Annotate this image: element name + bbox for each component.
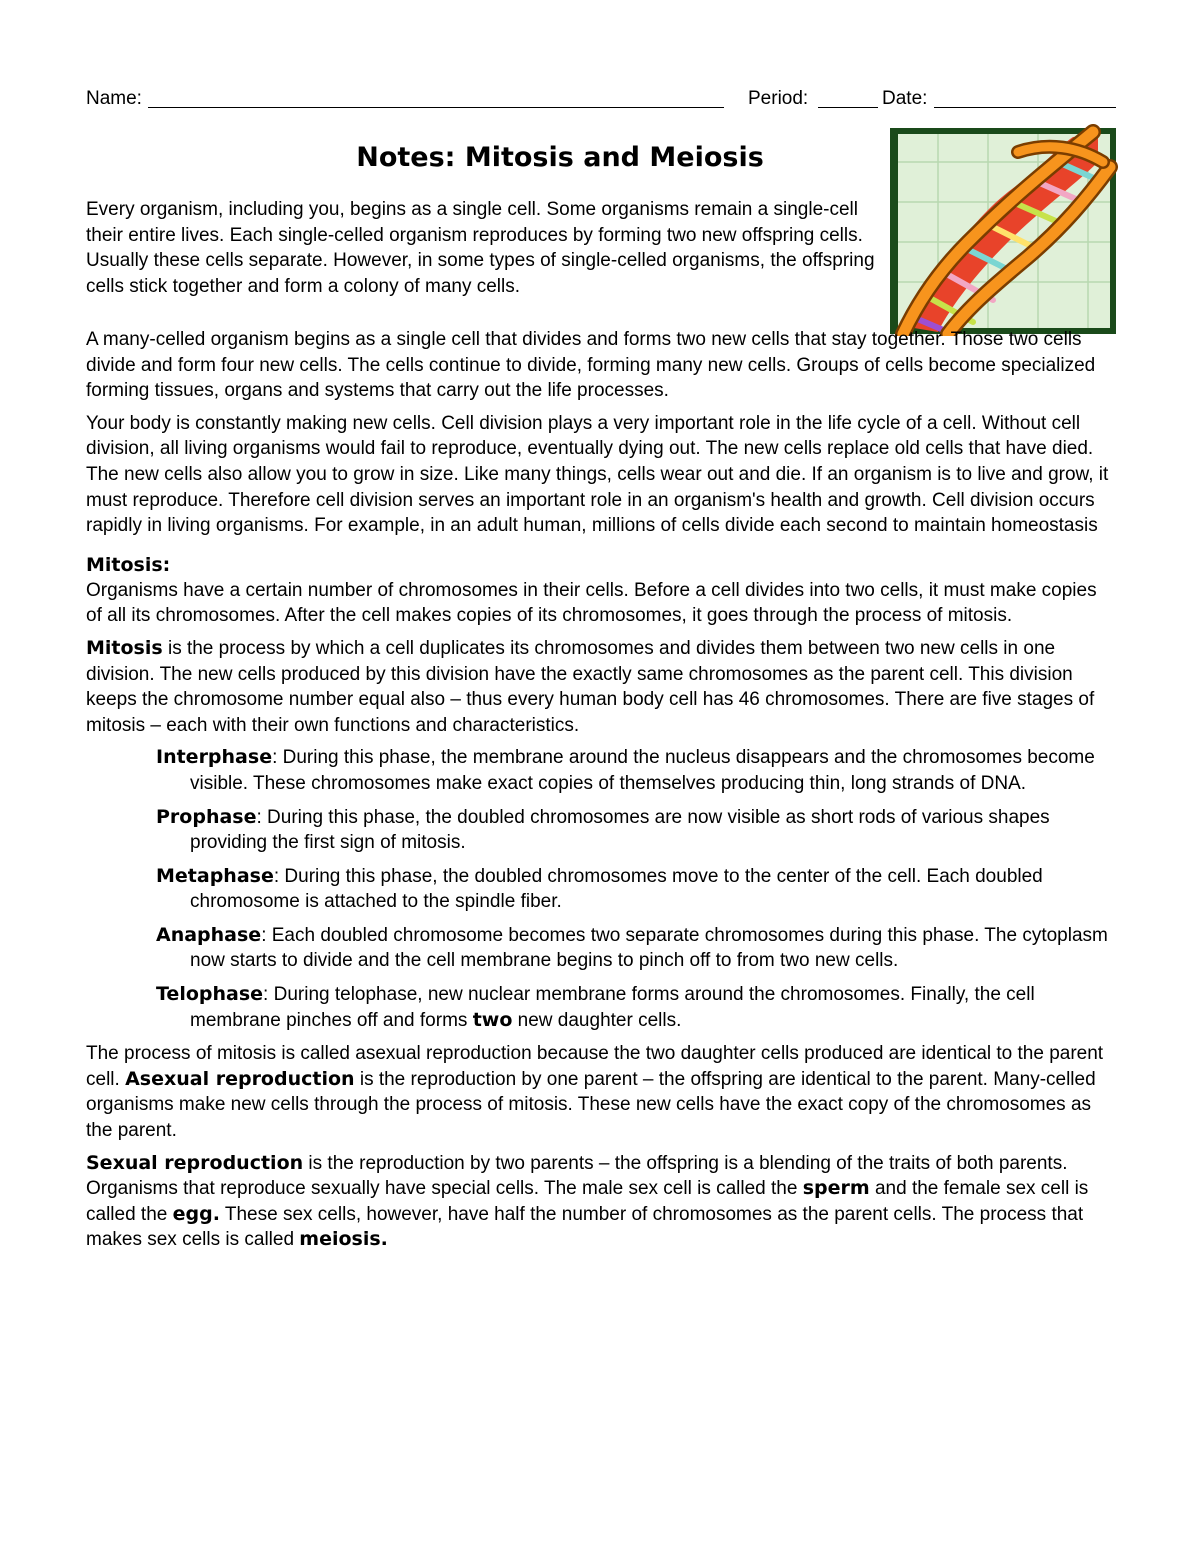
stage-telophase — [156, 982, 1116, 1033]
date-field[interactable] — [934, 107, 1116, 108]
sexual-term: Sexual reproduction — [86, 1151, 304, 1174]
stage-anaphase — [156, 923, 1116, 974]
mitosis-paragraph-1: Organisms have a certain number of chromosomes in their cells. Before a cell divides into two cells, it must make copies of all its chromosomes. After the cell makes copies of its chromosomes, it goes through the process of mitosis. — [86, 579, 1097, 627]
meiosis-term: meiosis. — [299, 1228, 388, 1251]
intro-paragraph: Every organism, including you, begins as a single cell. Some organisms remain a single-cell their entire lives. Each single-celled organism reproduces by forming two new offspring cells. Usually these cells separate. However, in some types of single-celled organisms, the offspring cells stick together and form a colony of many cells. — [86, 199, 875, 297]
asexual-paragraph — [86, 1041, 1116, 1143]
sperm-term: sperm — [802, 1177, 870, 1200]
main-content — [86, 327, 1116, 1260]
page-title: Notes: Mitosis and Meiosis — [356, 142, 764, 173]
asexual-term: Asexual reproduction — [125, 1067, 355, 1090]
stage-term: Metaphase — [156, 864, 274, 887]
stage-text: : During telophase, new nuclear membrane forms around the chromosomes. Finally, the cell membrane pinches off and forms — [190, 984, 1035, 1031]
stage-term: Telophase — [156, 983, 264, 1006]
name-field[interactable] — [148, 107, 724, 108]
stage-text: : During this phase, the membrane around the nucleus disappears and the chromosomes become visible. These chromosomes make exact copies of themselves producing thin, long strands of DNA. — [190, 747, 1095, 794]
sexual-text: is the reproduction by two parents – the offspring is a blending of the traits of both parents. Organisms that reproduce sexually have special cells. The male sex cell is called the — [86, 1152, 1068, 1200]
stage-term: Anaphase — [156, 923, 262, 946]
mitosis-heading: Mitosis: — [86, 553, 171, 576]
sexual-text: and the female sex cell is called the — [86, 1178, 1089, 1225]
sexual-paragraph — [86, 1151, 1116, 1253]
sexual-text: These sex cells, however, have half the number of chromosomes as the parent cells. The process that makes sex cells is called — [86, 1203, 1084, 1251]
stage-prophase — [156, 805, 1116, 856]
asexual-intro: The process of mitosis is called asexual reproduction because the two daughter cells produced are identical to the parent cell. — [86, 1043, 1104, 1090]
asexual-definition: is the reproduction by one parent – the offspring are identical to the parent. Many-celled organisms make new cells through the process of mitosis. These new cells have the exact copy of the chromosomes as the parent. — [86, 1068, 1096, 1142]
stage-term: Prophase — [156, 805, 257, 828]
period-label: Period: — [748, 88, 809, 109]
stage-text: : During this phase, the doubled chromosomes are now visible as short rods of various shapes providing the first sign of mitosis. — [190, 806, 1050, 854]
mitosis-term: Mitosis — [86, 636, 163, 659]
mitosis-definition: is the process by which a cell duplicates its chromosomes and divides them between two new cells in one division. The new cells produced by this division have the exactly same chromosomes as the parent cell. This division keeps the chromosome number equal also – thus every human body cell has 46 chromosomes. There are five stages of mitosis – each with their own functions and characteristics. — [86, 637, 1095, 736]
dna-double-helix-icon — [888, 122, 1118, 336]
date-label: Date: — [882, 88, 928, 109]
stage-term: Interphase — [156, 746, 273, 769]
stage-text: : During this phase, the doubled chromosomes move to the center of the cell. Each doubled chromosome is attached to the spindle fiber. — [190, 865, 1043, 913]
stage-interphase — [156, 745, 1116, 796]
student-info-header — [86, 86, 1116, 112]
paragraph-many-celled: A many-celled organism begins as a single cell that divides and forms two new cells that stay together. Those two cells divide and form four new cells. The cells continue to divide, forming many new cells. Groups of cells become specialized forming tissues, organs and systems that carry out the life processes. — [86, 329, 1096, 402]
stage-text: : Each doubled chromosome becomes two separate chromosomes during this phase. The cytoplasm now starts to divide and the cell membrane begins to pinch off to from two new cells. — [190, 924, 1108, 972]
stage-metaphase — [156, 864, 1116, 915]
paragraph-cell-division: Your body is constantly making new cells. Cell division plays a very important role in the life cycle of a cell. Without cell division, all living organisms would fail to reproduce, eventually dying out. The new cells replace old cells that have died. The new cells also allow you to grow in size. Like many things, cells wear out and die. If an organism is to live and grow, it must reproduce. Therefore cell division serves an important role in an organism's health and growth. Cell division occurs rapidly in living organisms. For example, in an adult human, millions of cells divide each second to maintain homeostasis — [86, 412, 1109, 537]
period-field[interactable] — [818, 107, 878, 108]
intro-section — [86, 197, 886, 306]
stage-text: new daughter cells. — [512, 1009, 682, 1031]
egg-term: egg. — [172, 1202, 220, 1225]
two-emphasis: two — [472, 1008, 513, 1031]
mitosis-paragraph-2 — [86, 636, 1116, 738]
name-label: Name: — [86, 88, 142, 109]
